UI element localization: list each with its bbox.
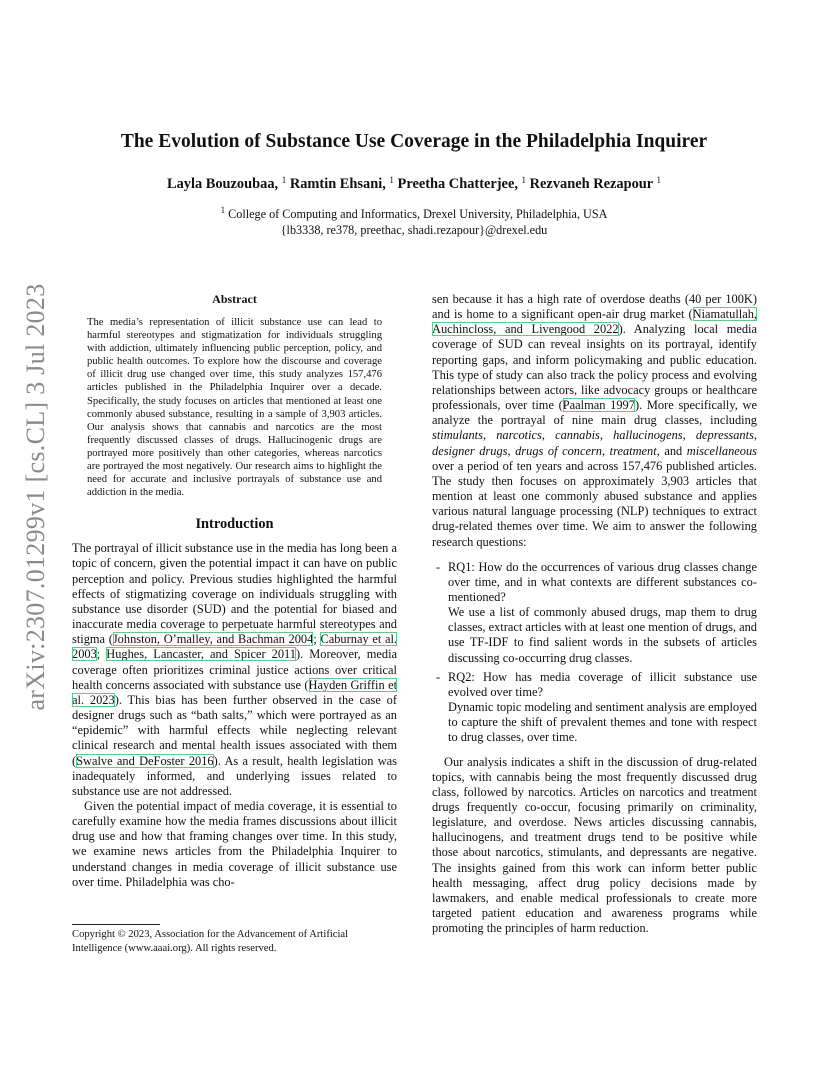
arxiv-identifier-stamp <box>0 0 60 1072</box>
affiliation-line <box>0 202 828 222</box>
research-question-1 <box>432 560 757 666</box>
paper-title: The Evolution of Substance Use Coverage in the Philadelphia Inquirer <box>120 131 708 152</box>
right-column <box>432 292 757 936</box>
paragraph-text: ). Moreover, media coverage often prioritizes criminal justice actions over critical health concerns associated with substance use ( <box>72 647 398 692</box>
research-question-text: RQ2: How has media coverage of illicit substance use evolved over time? <box>448 669 757 699</box>
author-affiliation-mark: 1 <box>521 175 527 185</box>
affiliation-text: College of Computing and Informatics, Drexel University, Philadelphia, USA <box>228 207 608 221</box>
author-name: Ramtin Ehsani, <box>289 176 386 192</box>
citation-link[interactable]: Hayden Griffin et al. 2023 <box>72 677 398 707</box>
research-questions-list <box>432 560 757 746</box>
paragraph-text: sen because it has a high rate of overdose deaths (40 per 100K) and is home to a significant open-air drug market ( <box>432 292 757 322</box>
affiliation-mark: 1 <box>220 205 226 215</box>
author-name: Rezvaneh Rezapour <box>529 176 653 192</box>
abstract-heading: Abstract <box>212 292 257 306</box>
citation-link[interactable]: Johnston, O’malley, and Bachman 2004 <box>112 632 314 647</box>
paragraph-text: The portrayal of illicit substance use in the media has long been a topic of concern, given the potential impact it can have on public perception and policy. Previous studies highlighted the harmful effects of stigmatizing coverage on individuals struggling with substance use disorder (SUD) and the potential for biased and inaccurate media coverage to perpetuate harmful stereotypes and stigma ( <box>72 541 397 647</box>
citation-link[interactable]: Caburnay et al. 2003 <box>72 632 397 662</box>
drug-class-list: stimulants, narcotics, cannabis, hallucinogens, depressants, designer drugs, drugs of concern, treatment <box>432 428 757 458</box>
paragraph-text: ). More specifically, we analyze the portrayal of nine main drug classes, including <box>432 398 757 428</box>
citation-link[interactable]: Swalve and DeFoster 2016 <box>76 753 214 768</box>
author-affiliation-mark: 1 <box>281 175 287 185</box>
list-bullet: - <box>436 669 441 684</box>
paragraph-text: ). This bias has been further observed in the case of designer drugs such as “bath salts,” which were portrayed as an “epidemic” with harmful effects while neglecting relevant clinical research and mental health issues associated with them ( <box>72 692 398 768</box>
introduction-heading: Introduction <box>195 516 274 533</box>
author-list <box>0 175 828 193</box>
intro-paragraph-3 <box>432 292 757 550</box>
copyright-notice: Copyright © 2023, Association for the Advancement of Artificial Intelligence (www.aaai.org). All rights reserved. <box>72 929 349 954</box>
paragraph-text: ; <box>96 647 107 662</box>
author-affiliation-mark: 1 <box>389 175 394 185</box>
citation-link[interactable]: Hughes, Lancaster, and Spicer 2011 <box>106 647 296 662</box>
author-affiliation-mark: 1 <box>656 175 662 185</box>
paragraph-text: , and <box>656 443 687 458</box>
intro-paragraph-2: Given the potential impact of media coverage, it is essential to carefully examine how the media frames discussions about illicit drug use and how that framing changes over time. In this study, we examine news articles from the Philadelphia Inquirer to understand changes in media coverage of illicit substance use over time. Philadelphia was cho- <box>72 798 397 889</box>
research-question-2 <box>432 670 757 746</box>
author-emails: {lb3338, re378, preethac, shadi.rezapour}@drexel.edu <box>280 223 548 237</box>
paragraph-text: ). Analyzing local media coverage of SUD can reveal insights on its portrayal, identify reporting gaps, and inform policymaking and public education. This type of study can also track the policy process and evolving relationships between actors, like advocacy groups or healthcare professionals, over time ( <box>432 322 757 413</box>
drug-class-item: miscellaneous <box>686 443 757 458</box>
footnote-rule <box>72 924 160 925</box>
intro-paragraph-4: Our analysis indicates a shift in the discussion of drug-related topics, with cannabis being the most frequently discussed drug class, followed by narcotics. Articles on narcotics and treatment drugs frequently co-occur, focusing primarily on criminality, legislature, and overdose. News articles discussing cannabis, hallucinogens, and treatment drugs tend to be positive while those about narcotics, stimulants, and depressants are negative. The insights gained from this work can inform better public health messaging, affect drug policy decisions made by lawmakers, and enable medical professionals to create more targeted patient education and awareness programs while promoting the principles of harm reduction. <box>432 754 757 936</box>
paragraph-text: ). As a result, health legislation was inadequately informed, and underlying issues related to substance use are not addressed. <box>72 753 397 798</box>
left-column <box>72 292 397 890</box>
paragraph-text: ; <box>313 632 321 647</box>
research-question-method: Dynamic topic modeling and sentiment analysis are employed to capture the shift of prevalent themes and tone with respect to drug classes, over time. <box>448 700 757 745</box>
author-name: Preetha Chatterjee, <box>397 176 518 192</box>
research-question-text: RQ1: How do the occurrences of various drug classes change over time, and in what contexts are different substances co-mentioned? <box>448 559 757 604</box>
abstract-text: The media’s representation of illicit substance use can lead to harmful stereotypes and stigmatization for individuals struggling with addiction, ultimately influencing public perception, policy, and public health outcomes. To explore how the discourse and coverage of illicit drug use changed over time, this study analyzes 157,476 articles published in the Philadelphia Inquirer over a decade. Specifically, the study focuses on articles that mentioned at least one commonly abused substance, resulting in a sample of 3,903 articles. Our analysis shows that cannabis and narcotics are the most frequently discussed classes of drugs. Hallucinogenic drugs are portrayed more positively than other categories, whereas narcotics are portrayed the most negatively. Our research aims to highlight the need for accurate and inclusive portrayals of substance use and addiction in the media. <box>87 317 382 499</box>
intro-paragraph-1 <box>72 541 397 799</box>
author-name: Layla Bouzoubaa, <box>166 176 279 192</box>
citation-link[interactable]: Paalman 1997 <box>562 398 635 413</box>
arxiv-identifier: arXiv:2307.01299v1 [cs.CL] 3 Jul 2023 <box>21 283 50 711</box>
affiliation-block <box>0 202 828 238</box>
list-bullet: - <box>436 559 441 574</box>
citation-link[interactable]: Niamatullah, Auchincloss, and Livengood 2022 <box>432 307 757 337</box>
research-question-method: We use a list of commonly abused drugs, map them to drug classes, extract articles with at least one mention of drugs, and use TF-IDF to find salient words in the subsets of articles discussing co-occurring drug classes. <box>448 605 757 665</box>
paragraph-text: over a period of ten years and across 157,476 published articles. The study then focuses on approximately 3,903 articles that mention at least one commonly abused substance and applies various natural language processing (NLP) techniques to extract drug-related themes over time. We aim to answer the following research questions: <box>432 458 757 549</box>
